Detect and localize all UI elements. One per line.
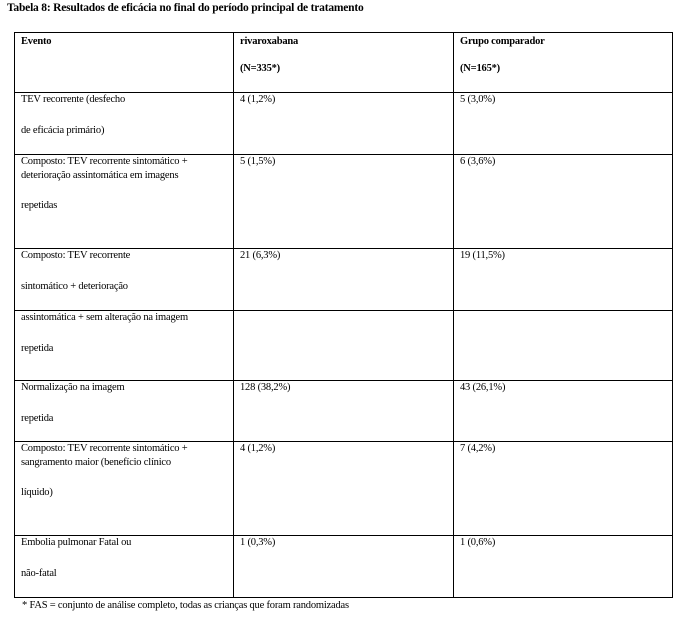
event-line: líquido) <box>21 487 53 498</box>
rivaroxaban-value: 4 (1,2%) <box>234 93 454 155</box>
rivaroxaban-value: 5 (1,5%) <box>234 155 454 249</box>
event-line: repetida <box>21 343 54 354</box>
header-comparator-label: Grupo comparador <box>460 36 545 47</box>
header-rivaroxaban-label: rivaroxabana <box>240 36 299 47</box>
event-cell <box>15 442 234 536</box>
event-line: TEV recorrente (desfecho <box>21 94 126 105</box>
header-rivaroxaban-n: (N=335*) <box>240 63 280 74</box>
header-event-label: Evento <box>21 36 52 47</box>
comparator-value: 5 (3,0%) <box>454 93 673 155</box>
comparator-value: 6 (3,6%) <box>454 155 673 249</box>
table-row <box>15 249 673 311</box>
comparator-value: 19 (11,5%) <box>454 249 673 311</box>
event-line: assintomática + sem alteração na imagem <box>21 312 188 323</box>
table-row-continuation <box>15 311 673 381</box>
comparator-value: 43 (26,1%) <box>454 381 673 442</box>
table-row <box>15 442 673 536</box>
event-cell <box>15 536 234 598</box>
event-line: sintomático + deterioração <box>21 281 128 292</box>
header-event <box>15 33 234 93</box>
table-footnote: * FAS = conjunto de análise completo, todas as crianças que foram randomizadas <box>22 600 349 611</box>
header-comparator-n: (N=165*) <box>460 63 500 74</box>
event-line: não-fatal <box>21 568 57 579</box>
rivaroxaban-empty <box>234 311 454 381</box>
event-cell <box>15 249 234 311</box>
table-row <box>15 381 673 442</box>
rivaroxaban-value: 4 (1,2%) <box>234 442 454 536</box>
rivaroxaban-value: 21 (6,3%) <box>234 249 454 311</box>
event-cell <box>15 381 234 442</box>
efficacy-results-table <box>14 32 673 598</box>
event-line: de eficácia primário) <box>21 125 105 136</box>
table-row <box>15 93 673 155</box>
event-line: Embolia pulmonar Fatal ou <box>21 537 132 548</box>
table-row <box>15 536 673 598</box>
event-line: Normalização na imagem <box>21 382 125 393</box>
event-line: deterioração assintomática em imagens <box>21 170 179 181</box>
header-rivaroxaban <box>234 33 454 93</box>
table-row <box>15 155 673 249</box>
event-cell <box>15 311 234 381</box>
comparator-value: 1 (0,6%) <box>454 536 673 598</box>
event-line: Composto: TEV recorrente <box>21 250 131 261</box>
comparator-value: 7 (4,2%) <box>454 442 673 536</box>
event-line: repetidas <box>21 200 58 211</box>
header-comparator <box>454 33 673 93</box>
event-line: Composto: TEV recorrente sintomático + <box>21 156 188 167</box>
table-title: Tabela 8: Resultados de eficácia no final do período principal de tratamento <box>7 2 364 14</box>
event-line: sangramento maior (benefício clínico <box>21 457 171 468</box>
event-cell <box>15 155 234 249</box>
event-line: repetida <box>21 413 54 424</box>
table-header-row <box>15 33 673 93</box>
event-line: Composto: TEV recorrente sintomático + <box>21 443 188 454</box>
event-cell <box>15 93 234 155</box>
rivaroxaban-value: 128 (38,2%) <box>234 381 454 442</box>
comparator-empty <box>454 311 673 381</box>
rivaroxaban-value: 1 (0,3%) <box>234 536 454 598</box>
